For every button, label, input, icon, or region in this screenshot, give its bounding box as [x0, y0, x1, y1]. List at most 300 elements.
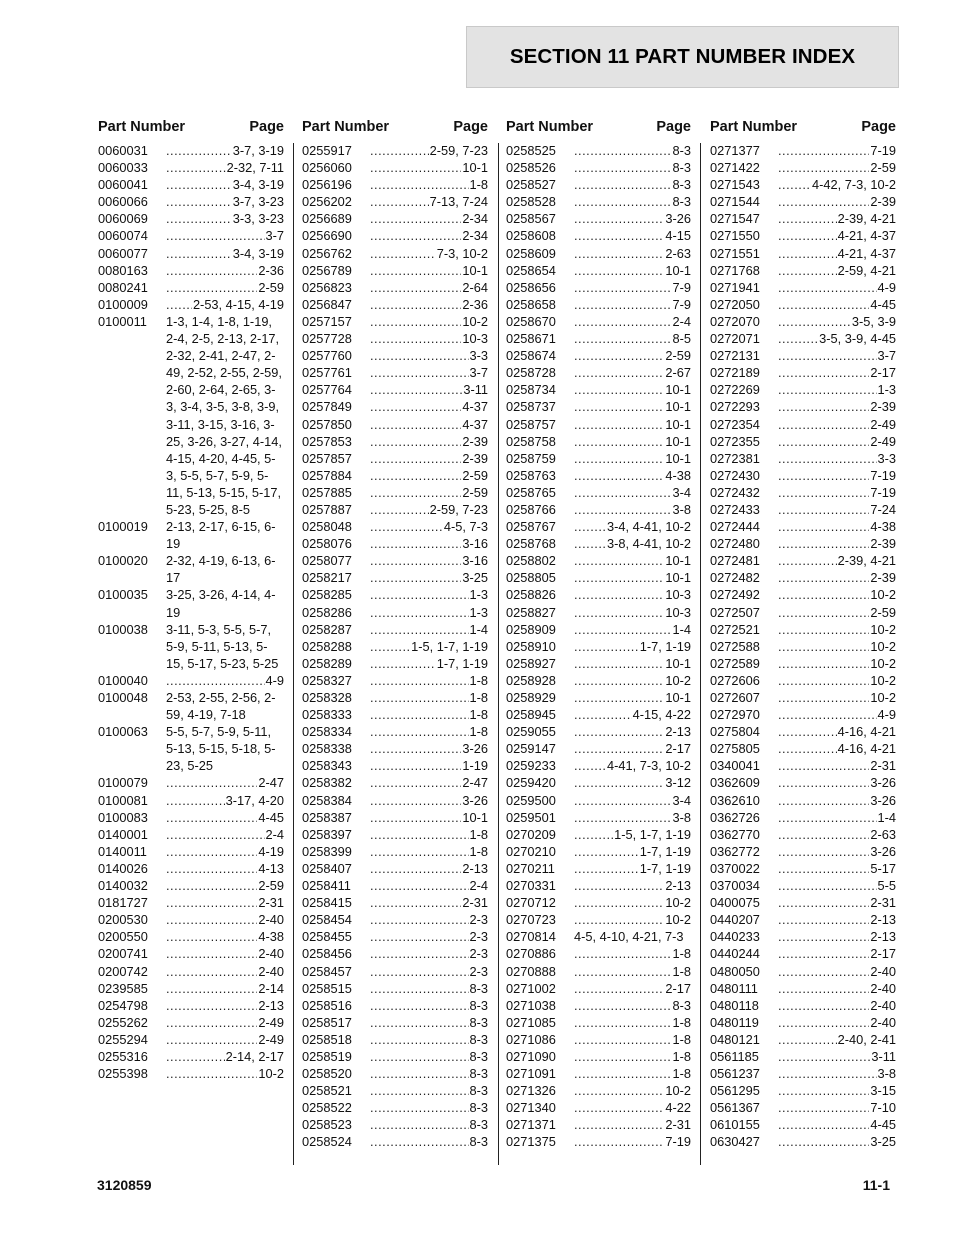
- index-entry: [98, 963, 284, 980]
- page-reference: 3-26: [870, 792, 896, 808]
- page-reference: 10-2: [870, 587, 896, 603]
- index-entry: [98, 518, 284, 552]
- part-number: 0181727: [98, 895, 148, 911]
- part-number: 0256196: [302, 177, 352, 193]
- dot-leader: [778, 706, 877, 723]
- page-reference: 8-3: [469, 1048, 488, 1064]
- part-number: 0258656: [506, 279, 556, 295]
- dot-leader: [370, 296, 461, 313]
- part-number: 0258759: [506, 450, 556, 466]
- dot-leader: [370, 655, 436, 672]
- part-number: 0100019: [98, 519, 148, 535]
- page-reference: 8-3: [469, 1117, 488, 1133]
- part-number: 0258338: [302, 741, 352, 757]
- part-number: 0258609: [506, 245, 556, 261]
- dot-leader: [166, 894, 257, 911]
- part-number: 0630427: [710, 1134, 760, 1150]
- dot-leader: [778, 398, 869, 415]
- page-reference: 2-59: [462, 467, 488, 483]
- part-number: 0258945: [506, 707, 556, 723]
- index-entry: [98, 945, 284, 962]
- dot-leader: [778, 330, 818, 347]
- index-entry: [710, 877, 896, 894]
- page-reference: 1-8: [672, 1066, 691, 1082]
- index-entry: [302, 672, 488, 689]
- page-reference: 2-49: [258, 1014, 284, 1030]
- dot-leader: [370, 552, 461, 569]
- index-entry: [302, 740, 488, 757]
- part-number: 0100011: [98, 313, 147, 329]
- part-number: 0440233: [710, 929, 760, 945]
- page-reference: 2-14: [258, 980, 284, 996]
- part-number: 0480050: [710, 963, 760, 979]
- column-divider: [293, 143, 294, 1165]
- page-reference: 3-15: [870, 1083, 896, 1099]
- dot-leader: [370, 1116, 469, 1133]
- part-number: 0100009: [98, 296, 148, 312]
- index-column-3: [506, 119, 691, 1151]
- part-number: 0272433: [710, 501, 760, 517]
- index-entry: [98, 159, 284, 176]
- dot-leader: [166, 142, 232, 159]
- page-reference: 3-7: [469, 365, 488, 381]
- index-entry: [710, 843, 896, 860]
- dot-leader: [574, 398, 664, 415]
- part-number: 0258658: [506, 296, 556, 312]
- column-header: [302, 119, 488, 139]
- part-number: 0272354: [710, 416, 760, 432]
- index-entry: [302, 1133, 488, 1150]
- index-entry: [302, 296, 488, 313]
- dot-leader: [574, 586, 664, 603]
- index-entry: [710, 621, 896, 638]
- dot-leader: [778, 792, 869, 809]
- part-number: 0060066: [98, 194, 148, 210]
- page-reference: 3-16: [462, 553, 488, 569]
- page-header: Page: [453, 119, 488, 135]
- part-number: 0258407: [302, 860, 352, 876]
- part-number: 0258526: [506, 160, 556, 176]
- dot-leader: [574, 381, 664, 398]
- part-number: 0257885: [302, 484, 352, 500]
- part-number: 0271543: [710, 177, 760, 193]
- part-number: 0272131: [710, 348, 760, 364]
- page-reference: 4-5, 7-3: [443, 519, 488, 535]
- page-reference: 4-45: [258, 809, 284, 825]
- index-entry: [506, 398, 691, 415]
- page-reference: 1-7, 1-19: [639, 638, 691, 654]
- dot-leader: [370, 1031, 469, 1048]
- page-reference: 3-26: [462, 792, 488, 808]
- dot-leader: [574, 1065, 672, 1082]
- part-number-header: Part Number: [98, 119, 186, 135]
- index-entry: [506, 621, 691, 638]
- dot-leader: [370, 484, 461, 501]
- index-entry: [710, 1065, 896, 1082]
- part-number: 0258289: [302, 655, 352, 671]
- part-number: 0272521: [710, 621, 760, 637]
- index-entry: [506, 792, 691, 809]
- page-reference: 2-32, 7-11: [226, 160, 284, 176]
- dot-leader: [166, 159, 226, 176]
- part-number: 0258524: [302, 1134, 352, 1150]
- part-number: 0257764: [302, 382, 352, 398]
- page-reference: 10-1: [665, 690, 691, 705]
- part-number: 0255294: [98, 1031, 148, 1047]
- page-reference: 10-1: [665, 262, 691, 278]
- page-reference: 3-5, 3-9: [851, 313, 896, 329]
- index-entry: [302, 928, 488, 945]
- part-number: 0100035: [98, 587, 148, 603]
- part-number: 0140032: [98, 878, 148, 894]
- page-reference: 7-13, 7-24: [429, 194, 488, 210]
- index-entry: [506, 1014, 691, 1031]
- index-column-1: [98, 119, 284, 1082]
- part-number: 0258382: [302, 775, 352, 791]
- dot-leader: [778, 467, 869, 484]
- index-entry: [710, 279, 896, 296]
- page-reference: 2-59, 4-21: [837, 262, 896, 278]
- page-reference: 1-7, 1-19: [436, 655, 488, 671]
- index-entry: [710, 1031, 896, 1048]
- index-entry: [302, 655, 488, 672]
- part-number: 0060041: [98, 177, 148, 193]
- index-entry: [98, 227, 284, 244]
- page-reference: 2-39: [462, 433, 488, 449]
- index-entry: [302, 193, 488, 210]
- page-reference: 1-7, 1-19: [639, 843, 691, 859]
- part-number: 0271085: [506, 1014, 556, 1030]
- part-number: 0271544: [710, 194, 760, 210]
- dot-leader: [778, 159, 869, 176]
- dot-leader: [370, 826, 469, 843]
- index-entry: [98, 262, 284, 279]
- dot-leader: [574, 159, 672, 176]
- part-number: 0271086: [506, 1031, 556, 1047]
- column-header: [98, 119, 284, 139]
- part-number: 0255917: [302, 143, 352, 158]
- page-reference: 3-3: [877, 450, 896, 466]
- index-entry: [710, 347, 896, 364]
- page-reference: 4-38: [665, 467, 691, 483]
- page-reference: 2-59: [870, 604, 896, 620]
- page-reference: 5-5: [877, 878, 896, 894]
- page-reference: 2-47: [258, 775, 284, 791]
- page-reference: 7-9: [672, 279, 691, 295]
- dot-leader: [370, 176, 469, 193]
- dot-leader: [370, 1133, 469, 1150]
- index-entry: [98, 997, 284, 1014]
- dot-leader: [574, 227, 664, 244]
- page-reference: 10-2: [870, 690, 896, 705]
- index-entry: [506, 894, 691, 911]
- part-number: 0270209: [506, 826, 556, 842]
- part-number: 0270712: [506, 895, 556, 911]
- dot-leader: [166, 1048, 225, 1065]
- dot-leader: [370, 1082, 469, 1099]
- part-number: 0200550: [98, 929, 148, 945]
- part-number: 0272507: [710, 604, 760, 620]
- page-reference: 4-9: [877, 279, 896, 295]
- document-number: 3120859: [97, 1177, 152, 1193]
- part-number: 0259420: [506, 775, 556, 791]
- index-entry: [98, 723, 284, 774]
- page-reference: 2-53, 2-55, 2-56, 2-59, 4-19, 7-18: [166, 690, 276, 723]
- part-number: 0258827: [506, 604, 556, 620]
- dot-leader: [166, 826, 265, 843]
- dot-leader: [778, 604, 869, 621]
- part-number: 0272492: [710, 587, 760, 603]
- index-entry: [506, 774, 691, 791]
- page-reference: 10-2: [870, 672, 896, 688]
- dot-leader: [370, 843, 469, 860]
- part-number: 0256202: [302, 194, 352, 210]
- part-number: 0258454: [302, 912, 352, 928]
- page-reference: 2-31: [870, 895, 896, 911]
- part-number: 0271002: [506, 980, 556, 996]
- dot-leader: [370, 980, 469, 997]
- part-number: 0272070: [710, 313, 760, 329]
- part-number: 0258567: [506, 211, 556, 227]
- index-entry: [710, 210, 896, 227]
- part-number: 0258455: [302, 929, 352, 945]
- dot-leader: [778, 227, 837, 244]
- index-entry: [302, 1014, 488, 1031]
- page-reference: 1-8: [469, 707, 488, 723]
- part-number: 0271941: [710, 279, 760, 295]
- part-number-header: Part Number: [302, 119, 390, 135]
- page-reference: 4-45: [870, 1117, 896, 1133]
- index-entry: [302, 347, 488, 364]
- index-entry: [302, 279, 488, 296]
- dot-leader: [778, 826, 869, 843]
- part-number: 0272293: [710, 399, 760, 415]
- index-entry: [302, 945, 488, 962]
- dot-leader: [370, 689, 469, 706]
- page-reference: 10-1: [665, 382, 691, 398]
- dot-leader: [778, 176, 811, 193]
- dot-leader: [778, 1099, 869, 1116]
- page-reference: 10-1: [665, 553, 691, 569]
- part-number: 0258805: [506, 570, 556, 586]
- page-reference: 2-36: [462, 296, 488, 312]
- page-reference: 1-4: [469, 621, 488, 637]
- part-number: 0258527: [506, 177, 556, 193]
- part-number: 0258285: [302, 587, 352, 603]
- page-reference: 4-5, 4-10, 4-21, 7-3: [574, 929, 684, 945]
- page-reference: 4-15: [665, 228, 691, 244]
- part-number: 0561295: [710, 1083, 760, 1099]
- index-entry: [710, 467, 896, 484]
- index-entry: [710, 604, 896, 621]
- index-entry: [302, 1082, 488, 1099]
- page-reference: 1-7, 1-19: [639, 860, 691, 876]
- index-entry: [302, 1031, 488, 1048]
- index-entry: [710, 826, 896, 843]
- page-reference: 4-16, 4-21: [837, 724, 896, 740]
- dot-leader: [370, 928, 469, 945]
- part-number: 0258515: [302, 980, 352, 996]
- index-entry: [506, 1065, 691, 1082]
- part-number: 0258737: [506, 399, 556, 415]
- index-entry: [302, 604, 488, 621]
- part-number: 0060031: [98, 143, 148, 158]
- column-divider: [700, 143, 701, 1165]
- part-number: 0258522: [302, 1100, 352, 1116]
- index-entry: [710, 245, 896, 262]
- part-number: 0060074: [98, 228, 148, 244]
- page-reference: 4-37: [462, 399, 488, 415]
- index-entry: [506, 1099, 691, 1116]
- index-entry: [506, 706, 691, 723]
- index-entry: [710, 484, 896, 501]
- index-entry: [710, 569, 896, 586]
- page-reference: 10-1: [665, 399, 691, 415]
- dot-leader: [370, 433, 461, 450]
- index-entry: [710, 227, 896, 244]
- index-entry: [710, 296, 896, 313]
- part-number: 0272589: [710, 655, 760, 671]
- part-number: 0362610: [710, 792, 760, 808]
- dot-leader: [778, 313, 851, 330]
- index-entry: [302, 877, 488, 894]
- index-entry: [710, 997, 896, 1014]
- page-reference: 2-59, 7-23: [429, 501, 488, 517]
- page-reference: 10-1: [665, 416, 691, 432]
- index-entry: [506, 176, 691, 193]
- dot-leader: [574, 484, 672, 501]
- index-entry: [98, 176, 284, 193]
- part-number: 0258909: [506, 621, 556, 637]
- part-number: 0258517: [302, 1014, 352, 1030]
- page-reference: 3-3, 3-23: [232, 211, 284, 227]
- dot-leader: [574, 689, 664, 706]
- dot-leader: [574, 552, 664, 569]
- index-entry: [710, 535, 896, 552]
- dot-leader: [166, 928, 257, 945]
- dot-leader: [574, 621, 672, 638]
- index-entry: [710, 774, 896, 791]
- index-entry: [98, 552, 284, 586]
- index-entry: [302, 860, 488, 877]
- dot-leader: [370, 894, 461, 911]
- part-number: 0272050: [710, 296, 760, 312]
- page-reference: 2-53, 4-15, 4-19: [192, 296, 284, 312]
- page-reference: 1-3: [469, 587, 488, 603]
- index-entry: [302, 980, 488, 997]
- page-reference: 1-8: [672, 1031, 691, 1047]
- part-number: 0100079: [98, 775, 148, 791]
- dot-leader: [370, 416, 461, 433]
- part-number: 0256789: [302, 262, 352, 278]
- index-entry: [98, 911, 284, 928]
- page-reference: 2-39, 4-21: [837, 553, 896, 569]
- page-reference: 4-9: [265, 672, 284, 688]
- index-entry: [506, 552, 691, 569]
- page-reference: 2-63: [870, 826, 896, 842]
- part-number: 0370034: [710, 878, 760, 894]
- page-reference: 2-31: [665, 1117, 691, 1133]
- index-entry: [506, 1116, 691, 1133]
- index-entry: [302, 826, 488, 843]
- page-reference: 7-19: [870, 143, 896, 158]
- part-number: 0258286: [302, 604, 352, 620]
- part-number: 0271090: [506, 1048, 556, 1064]
- dot-leader: [574, 210, 664, 227]
- page-reference: 2-49: [870, 416, 896, 432]
- index-entry: [506, 945, 691, 962]
- part-number: 0060077: [98, 245, 148, 261]
- dot-leader: [370, 997, 469, 1014]
- page-reference: 1-8: [672, 1048, 691, 1064]
- page-reference: 8-3: [469, 1134, 488, 1150]
- page-reference: 10-2: [870, 638, 896, 654]
- page-reference: 10-2: [665, 1083, 691, 1099]
- page-reference: 2-13: [870, 912, 896, 928]
- page-reference: 7-19: [870, 467, 896, 483]
- part-number: 0272430: [710, 467, 760, 483]
- dot-leader: [370, 518, 443, 535]
- index-entry: [302, 757, 488, 774]
- index-entry: [506, 347, 691, 364]
- part-number: 0257849: [302, 399, 352, 415]
- index-entry: [710, 894, 896, 911]
- dot-leader: [778, 552, 837, 569]
- dot-leader: [370, 638, 410, 655]
- part-number: 0258334: [302, 724, 352, 740]
- dot-leader: [370, 364, 469, 381]
- dot-leader: [166, 945, 257, 962]
- index-entry: [710, 860, 896, 877]
- index-entry: [302, 381, 488, 398]
- page-reference: 4-15, 4-22: [632, 707, 691, 723]
- dot-leader: [370, 245, 436, 262]
- page-reference: 1-3, 1-4, 1-8, 1-19, 2-4, 2-5, 2-13, 2-17, 2-32, 2-41, 2-47, 2-49, 2-52, 2-55, 2-59, 2-60, 2-64, 2-65, 3-3, 3-4, 3-5, 3-8, 3-9, 3-11, 3-15, 3-16, 3-25, 3-26, 3-27, 4-14, 4-15, 4-20, 4-45, 5-3, 5-5, 5-7, 5-9, 5-11, 5-13, 5-15, 5-17, 5-23, 5-25, 8-5: [166, 313, 282, 517]
- index-entry: [710, 552, 896, 569]
- dot-leader: [778, 945, 869, 962]
- part-number: 0271371: [506, 1117, 556, 1133]
- page-reference: 8-3: [469, 980, 488, 996]
- part-number: 0272607: [710, 690, 760, 705]
- dot-leader: [166, 843, 257, 860]
- index-entry: [506, 689, 691, 706]
- index-entry: [506, 1048, 691, 1065]
- part-number: 0258521: [302, 1083, 352, 1099]
- index-entry: [506, 535, 691, 552]
- dot-leader: [574, 774, 664, 791]
- page-reference: 2-64: [462, 279, 488, 295]
- index-entry: [506, 279, 691, 296]
- index-entry: [710, 450, 896, 467]
- page-reference: 2-3: [469, 963, 488, 979]
- page-reference: 8-3: [469, 1083, 488, 1099]
- dot-leader: [778, 193, 869, 210]
- index-entry: [710, 1099, 896, 1116]
- part-number: 0100081: [98, 792, 148, 808]
- index-entry: [98, 980, 284, 997]
- dot-leader: [166, 774, 257, 791]
- dot-leader: [574, 450, 664, 467]
- dot-leader: [778, 210, 837, 227]
- page-reference: 1-8: [469, 690, 488, 705]
- dot-leader: [370, 227, 461, 244]
- index-entry: [98, 809, 284, 826]
- page-reference: 8-3: [469, 1100, 488, 1116]
- part-number: 0480111: [710, 980, 758, 996]
- index-entry: [302, 774, 488, 791]
- part-number: 0256762: [302, 245, 352, 261]
- index-entry: [302, 1116, 488, 1133]
